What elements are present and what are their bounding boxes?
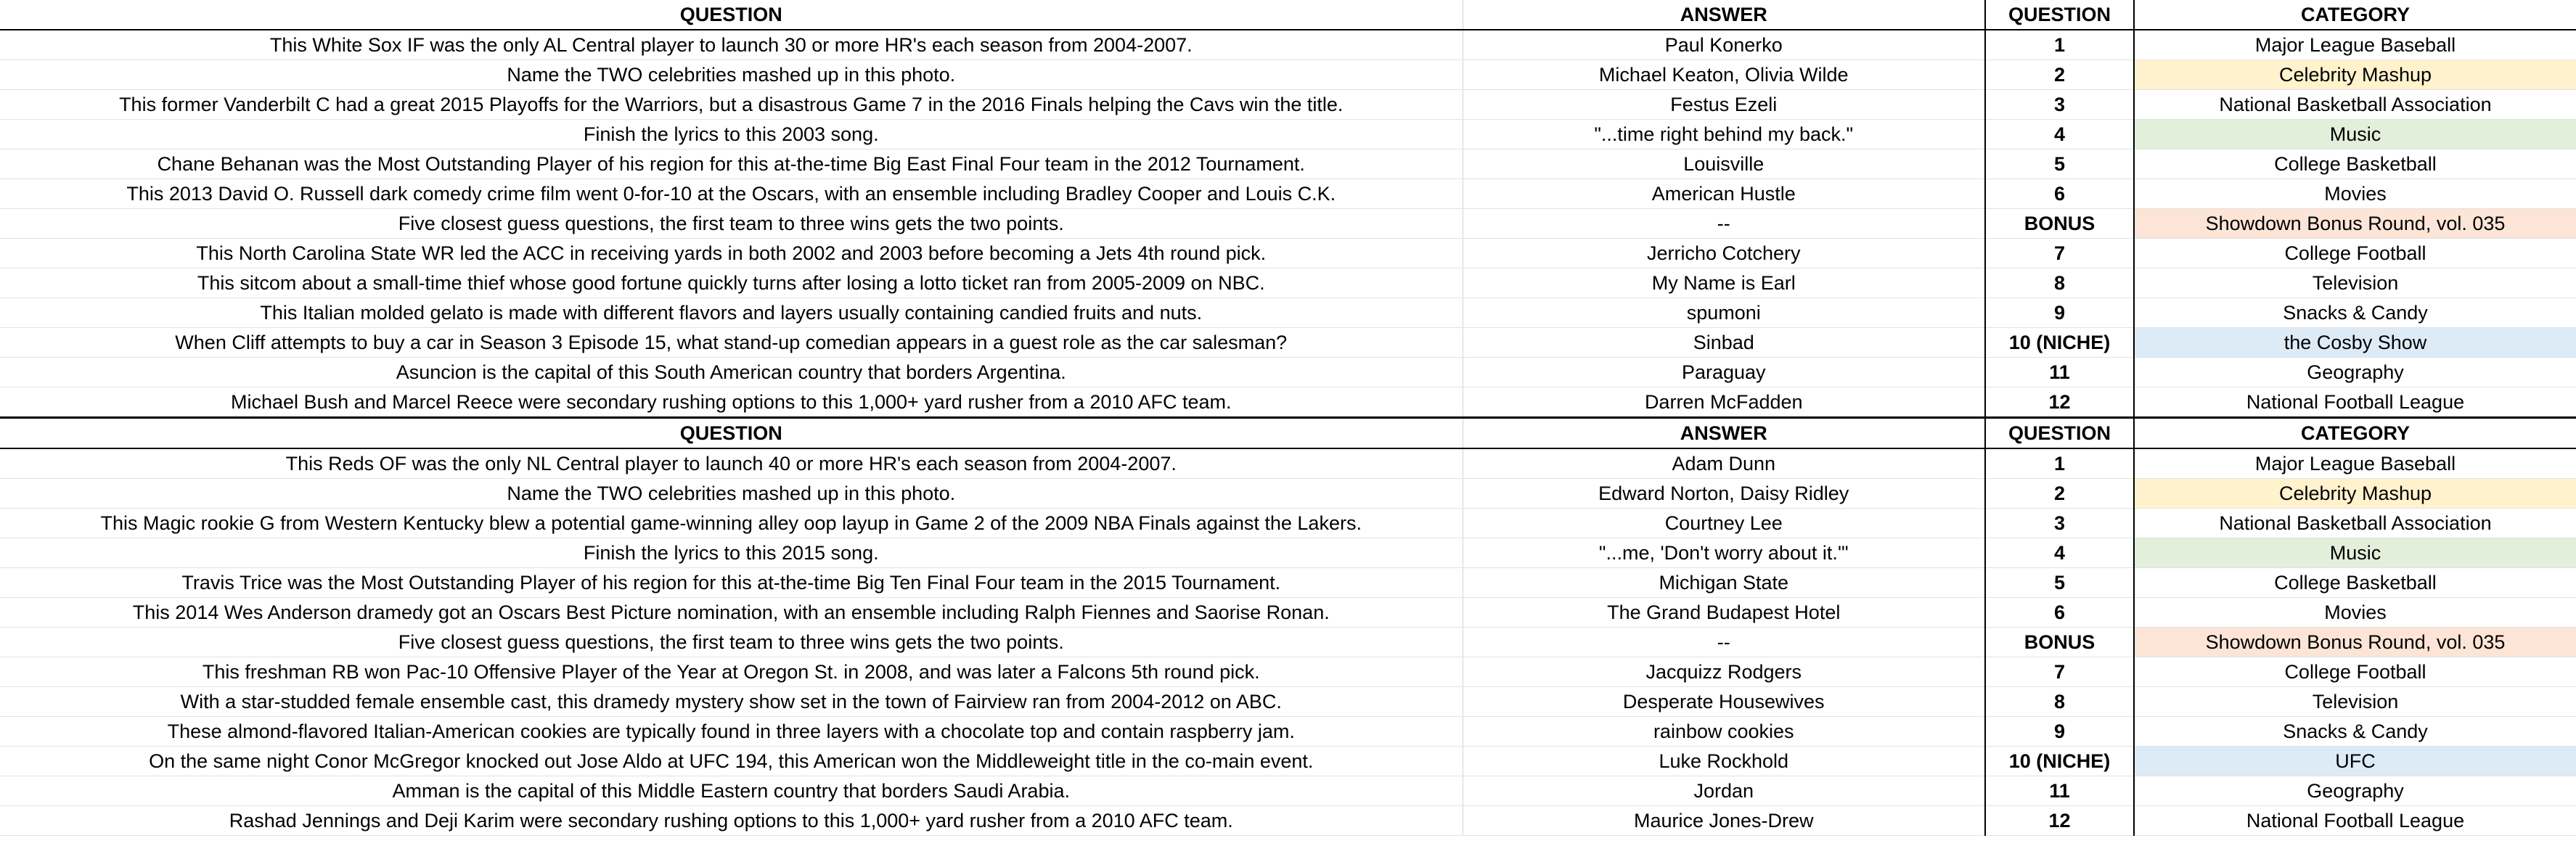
question-number-cell[interactable]: 4 <box>1985 120 2134 149</box>
answer-cell[interactable]: Sinbad <box>1463 328 1985 358</box>
answer-cell[interactable]: Jacquizz Rodgers <box>1463 657 1985 687</box>
table-row <box>0 328 2576 358</box>
category-cell[interactable]: Snacks & Candy <box>2134 298 2576 328</box>
question-cell[interactable]: Five closest guess questions, the first team to three wins gets the two points. <box>0 209 1463 239</box>
category-cell[interactable]: UFC <box>2134 747 2576 776</box>
question-cell[interactable]: Rashad Jennings and Deji Karim were secondary rushing options to this 1,000+ yard rusher from a 2010 AFC team. <box>0 806 1463 836</box>
answer-cell[interactable]: The Grand Budapest Hotel <box>1463 598 1985 628</box>
answer-cell[interactable]: Louisville <box>1463 149 1985 179</box>
question-cell[interactable]: With a star-studded female ensemble cast, this dramedy mystery show set in the town of Fairview ran from 2004-2012 on ABC. <box>0 687 1463 717</box>
question-number-cell[interactable]: 10 (NICHE) <box>1985 747 2134 776</box>
table-row <box>0 268 2576 298</box>
table-row <box>0 239 2576 268</box>
question-number-cell[interactable]: 12 <box>1985 806 2134 836</box>
question-cell[interactable]: This White Sox IF was the only AL Central player to launch 30 or more HR's each season from 2004-2007. <box>0 30 1463 60</box>
category-cell[interactable]: Geography <box>2134 358 2576 387</box>
question-cell[interactable]: Finish the lyrics to this 2015 song. <box>0 538 1463 568</box>
question-cell[interactable]: Amman is the capital of this Middle Eastern country that borders Saudi Arabia. <box>0 776 1463 806</box>
table-row <box>0 387 2576 418</box>
category-cell[interactable]: Music <box>2134 120 2576 149</box>
category-cell[interactable]: Showdown Bonus Round, vol. 035 <box>2134 209 2576 239</box>
answer-cell[interactable]: -- <box>1463 628 1985 657</box>
table-row <box>0 598 2576 628</box>
answer-cell[interactable]: Michigan State <box>1463 568 1985 598</box>
category-cell[interactable]: Snacks & Candy <box>2134 717 2576 747</box>
category-cell[interactable]: Music <box>2134 538 2576 568</box>
question-number-column-header[interactable]: QUESTION <box>1985 418 2134 449</box>
category-cell[interactable]: College Basketball <box>2134 568 2576 598</box>
table-row <box>0 687 2576 717</box>
table-row <box>0 509 2576 538</box>
category-cell[interactable]: Television <box>2134 268 2576 298</box>
category-cell[interactable]: National Football League <box>2134 806 2576 836</box>
answer-cell[interactable]: rainbow cookies <box>1463 717 1985 747</box>
question-number-cell[interactable]: 3 <box>1985 509 2134 538</box>
answer-cell[interactable]: Festus Ezeli <box>1463 90 1985 120</box>
answer-cell[interactable]: Adam Dunn <box>1463 448 1985 479</box>
table-row <box>0 358 2576 387</box>
table-row <box>0 90 2576 120</box>
question-cell[interactable]: This Reds OF was the only NL Central player to launch 40 or more HR's each season from 2004-2007. <box>0 448 1463 479</box>
question-cell[interactable]: This 2013 David O. Russell dark comedy crime film went 0-for-10 at the Oscars, with an ensemble including Bradley Cooper and Louis C.K. <box>0 179 1463 209</box>
question-number-cell[interactable]: 2 <box>1985 60 2134 90</box>
question-cell[interactable]: Name the TWO celebrities mashed up in this photo. <box>0 60 1463 90</box>
answer-column-header[interactable]: ANSWER <box>1463 418 1985 449</box>
question-number-cell[interactable]: 8 <box>1985 687 2134 717</box>
question-cell[interactable]: Asuncion is the capital of this South American country that borders Argentina. <box>0 358 1463 387</box>
question-cell[interactable]: Finish the lyrics to this 2003 song. <box>0 120 1463 149</box>
answer-cell[interactable]: Paraguay <box>1463 358 1985 387</box>
question-cell[interactable]: Five closest guess questions, the first team to three wins gets the two points. <box>0 628 1463 657</box>
category-cell[interactable]: College Basketball <box>2134 149 2576 179</box>
table-row <box>0 628 2576 657</box>
question-number-cell[interactable]: 5 <box>1985 568 2134 598</box>
answer-cell[interactable]: Darren McFadden <box>1463 387 1985 418</box>
table-row <box>0 776 2576 806</box>
category-column-header[interactable]: CATEGORY <box>2134 0 2576 30</box>
question-cell[interactable]: Chane Behanan was the Most Outstanding Player of his region for this at-the-time Big East Final Four team in the 2012 Tournament. <box>0 149 1463 179</box>
question-number-cell[interactable]: 12 <box>1985 387 2134 418</box>
question-number-cell[interactable]: 5 <box>1985 149 2134 179</box>
question-number-cell[interactable]: 8 <box>1985 268 2134 298</box>
question-number-cell[interactable]: 4 <box>1985 538 2134 568</box>
question-number-cell[interactable]: 6 <box>1985 179 2134 209</box>
category-column-header[interactable]: CATEGORY <box>2134 418 2576 449</box>
answer-cell[interactable]: Luke Rockhold <box>1463 747 1985 776</box>
answer-cell[interactable]: Paul Konerko <box>1463 30 1985 60</box>
question-number-cell[interactable]: BONUS <box>1985 628 2134 657</box>
question-cell[interactable]: This North Carolina State WR led the ACC in receiving yards in both 2002 and 2003 before becoming a Jets 4th round pick. <box>0 239 1463 268</box>
category-cell[interactable]: National Basketball Association <box>2134 509 2576 538</box>
answer-cell[interactable]: Jerricho Cotchery <box>1463 239 1985 268</box>
answer-cell[interactable]: Michael Keaton, Olivia Wilde <box>1463 60 1985 90</box>
category-cell[interactable]: Major League Baseball <box>2134 448 2576 479</box>
answer-cell[interactable]: Edward Norton, Daisy Ridley <box>1463 479 1985 509</box>
answer-cell[interactable]: "...time right behind my back." <box>1463 120 1985 149</box>
question-cell[interactable]: These almond-flavored Italian-American cookies are typically found in three layers with a chocolate top and contain raspberry jam. <box>0 717 1463 747</box>
table-row <box>0 448 2576 479</box>
question-cell[interactable]: Michael Bush and Marcel Reece were secondary rushing options to this 1,000+ yard rusher from a 2010 AFC team. <box>0 387 1463 418</box>
question-cell[interactable]: This 2014 Wes Anderson dramedy got an Oscars Best Picture nomination, with an ensemble including Ralph Fiennes and Saorise Ronan. <box>0 598 1463 628</box>
question-column-header[interactable]: QUESTION <box>0 418 1463 449</box>
question-number-cell[interactable]: 7 <box>1985 239 2134 268</box>
table-row <box>0 657 2576 687</box>
question-number-cell[interactable]: BONUS <box>1985 209 2134 239</box>
table-row <box>0 209 2576 239</box>
table-row <box>0 568 2576 598</box>
question-number-cell[interactable]: 7 <box>1985 657 2134 687</box>
question-cell[interactable]: This former Vanderbilt C had a great 2015 Playoffs for the Warriors, but a disastrous Game 7 in the 2016 Finals helping the Cavs win the title. <box>0 90 1463 120</box>
table-row <box>0 60 2576 90</box>
answer-cell[interactable]: Jordan <box>1463 776 1985 806</box>
question-number-cell[interactable]: 10 (NICHE) <box>1985 328 2134 358</box>
category-cell[interactable]: College Football <box>2134 657 2576 687</box>
answer-cell[interactable]: Courtney Lee <box>1463 509 1985 538</box>
table-row <box>0 538 2576 568</box>
category-cell[interactable]: the Cosby Show <box>2134 328 2576 358</box>
table-row <box>0 717 2576 747</box>
question-number-cell[interactable]: 11 <box>1985 358 2134 387</box>
question-cell[interactable]: This Italian molded gelato is made with different flavors and layers usually containing candied fruits and nuts. <box>0 298 1463 328</box>
question-number-column-header[interactable]: QUESTION <box>1985 0 2134 30</box>
question-number-cell[interactable]: 1 <box>1985 448 2134 479</box>
answer-cell[interactable]: Maurice Jones-Drew <box>1463 806 1985 836</box>
question-number-cell[interactable]: 2 <box>1985 479 2134 509</box>
question-number-cell[interactable]: 3 <box>1985 90 2134 120</box>
answer-cell[interactable]: spumoni <box>1463 298 1985 328</box>
category-cell[interactable]: Geography <box>2134 776 2576 806</box>
question-cell[interactable]: This sitcom about a small-time thief whose good fortune quickly turns after losing a lotto ticket ran from 2005-2009 on NBC. <box>0 268 1463 298</box>
header-row <box>0 418 2576 449</box>
table-row <box>0 806 2576 836</box>
question-cell[interactable]: Name the TWO celebrities mashed up in this photo. <box>0 479 1463 509</box>
answer-cell[interactable]: My Name is Earl <box>1463 268 1985 298</box>
table-row <box>0 120 2576 149</box>
answer-cell[interactable]: "...me, 'Don't worry about it.'" <box>1463 538 1985 568</box>
question-cell[interactable]: Travis Trice was the Most Outstanding Player of his region for this at-the-time Big Ten Final Four team in the 2015 Tournament. <box>0 568 1463 598</box>
table-row <box>0 747 2576 776</box>
table-row <box>0 179 2576 209</box>
question-cell[interactable]: When Cliff attempts to buy a car in Season 3 Episode 15, what stand-up comedian appears in a guest role as the car salesman? <box>0 328 1463 358</box>
category-cell[interactable]: Movies <box>2134 179 2576 209</box>
category-cell[interactable]: College Football <box>2134 239 2576 268</box>
question-number-cell[interactable]: 1 <box>1985 30 2134 60</box>
category-cell[interactable]: Movies <box>2134 598 2576 628</box>
table-row <box>0 298 2576 328</box>
question-number-cell[interactable]: 9 <box>1985 717 2134 747</box>
question-cell[interactable]: On the same night Conor McGregor knocked out Jose Aldo at UFC 194, this American won the Middleweight title in the co-main event. <box>0 747 1463 776</box>
question-cell[interactable]: This freshman RB won Pac-10 Offensive Player of the Year at Oregon St. in 2008, and was later a Falcons 5th round pick. <box>0 657 1463 687</box>
category-cell[interactable]: Major League Baseball <box>2134 30 2576 60</box>
answer-cell[interactable]: American Hustle <box>1463 179 1985 209</box>
table-row <box>0 479 2576 509</box>
answer-column-header[interactable]: ANSWER <box>1463 0 1985 30</box>
category-cell[interactable]: National Basketball Association <box>2134 90 2576 120</box>
question-column-header[interactable]: QUESTION <box>0 0 1463 30</box>
question-number-cell[interactable]: 11 <box>1985 776 2134 806</box>
table-row <box>0 30 2576 60</box>
question-number-cell[interactable]: 9 <box>1985 298 2134 328</box>
category-cell[interactable]: Celebrity Mashup <box>2134 60 2576 90</box>
category-cell[interactable]: Showdown Bonus Round, vol. 035 <box>2134 628 2576 657</box>
category-cell[interactable]: Celebrity Mashup <box>2134 479 2576 509</box>
category-cell[interactable]: National Football League <box>2134 387 2576 418</box>
answer-cell[interactable]: Desperate Housewives <box>1463 687 1985 717</box>
header-row <box>0 0 2576 30</box>
answer-cell[interactable]: -- <box>1463 209 1985 239</box>
table-row <box>0 149 2576 179</box>
question-cell[interactable]: This Magic rookie G from Western Kentucky blew a potential game-winning alley oop layup in Game 2 of the 2009 NBA Finals against the Lakers. <box>0 509 1463 538</box>
question-number-cell[interactable]: 6 <box>1985 598 2134 628</box>
category-cell[interactable]: Television <box>2134 687 2576 717</box>
